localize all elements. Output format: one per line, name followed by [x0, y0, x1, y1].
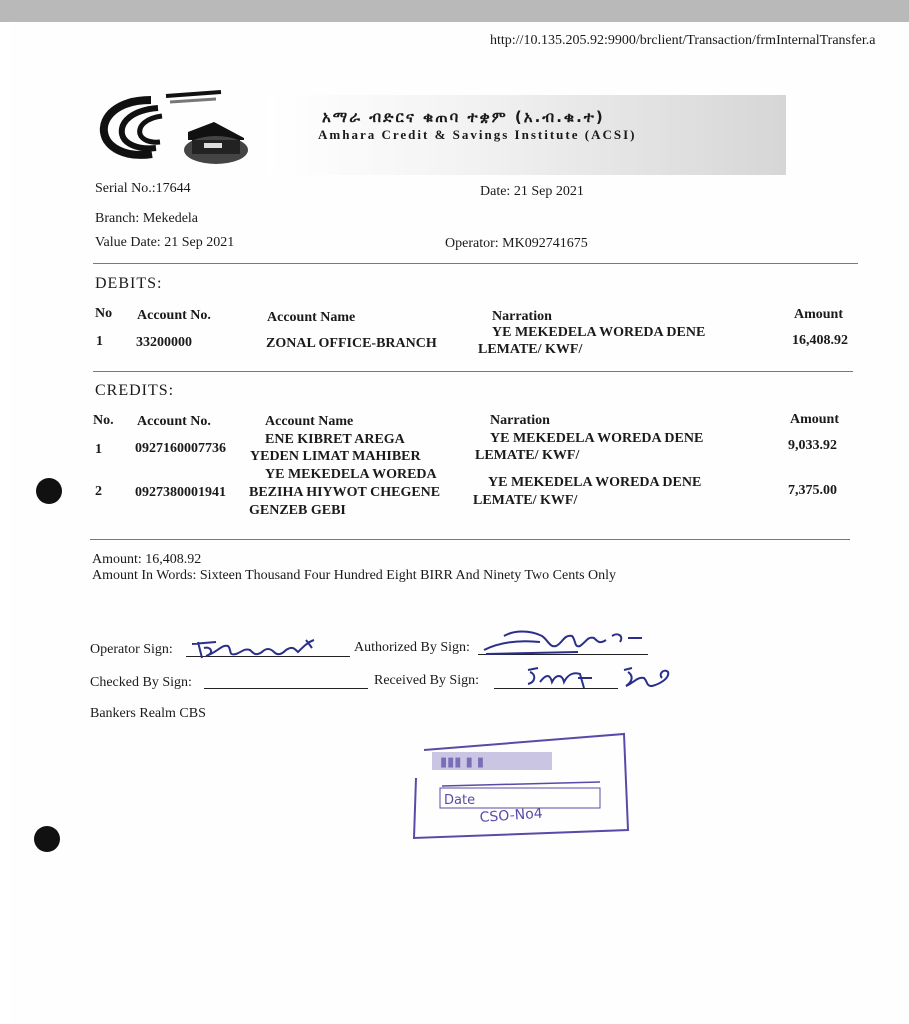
- cso-stamp-icon: [410, 730, 632, 842]
- debits-title: DEBITS:: [95, 275, 163, 292]
- checked-sign-line: [204, 688, 368, 689]
- rule-top: [93, 263, 858, 264]
- stamp-date-label: Date: [444, 793, 476, 808]
- debit-row-narration-line2: LEMATE/ KWF/: [478, 342, 583, 357]
- branch: Branch: Mekedela: [95, 211, 199, 226]
- credits-header-account-name: Account Name: [265, 414, 354, 429]
- operator-signature-icon: [188, 636, 338, 662]
- credit-row-1-narration-line2: LEMATE/ KWF/: [475, 448, 580, 463]
- debits-header-amount: Amount: [794, 307, 844, 322]
- credit-row-1-no: 1: [95, 442, 102, 457]
- authorized-sign-label: Authorized By Sign:: [354, 640, 470, 655]
- credit-row-1-account-name-line1: ENE KIBRET AREGA: [265, 432, 405, 447]
- debit-row-account-no: 33200000: [136, 335, 192, 350]
- credits-header-account-no: Account No.: [137, 414, 211, 429]
- received-sign-label: Received By Sign:: [374, 673, 479, 688]
- serial-number: Serial No.:17644: [95, 181, 191, 196]
- debit-row-no: 1: [96, 334, 103, 349]
- institution-amharic-name: አማራ ብድርና ቁጠባ ተቋም (አ.ብ.ቁ.ተ): [322, 108, 605, 126]
- punch-hole-upper: [36, 478, 62, 504]
- summary-amount: Amount: 16,408.92: [92, 552, 202, 567]
- authorized-signature-icon: [480, 622, 655, 658]
- credit-row-2-account-name-line3: GENZEB GEBI: [249, 503, 346, 518]
- debits-header-account-no: Account No.: [137, 308, 211, 323]
- credit-row-1-account-no: 0927160007736: [135, 441, 226, 456]
- stamp-code: CSO-No4: [479, 805, 544, 826]
- credits-header-no: No.: [93, 413, 114, 428]
- received-signature-icon: [520, 660, 690, 696]
- credit-row-1-account-name-line2: YEDEN LIMAT MAHIBER: [250, 449, 421, 464]
- transaction-date: Date: 21 Sep 2021: [480, 184, 584, 199]
- debits-header-no: No: [95, 306, 113, 321]
- rule-debits: [93, 371, 853, 372]
- credit-row-2-account-name-line2: BEZIHA HIYWOT CHEGENE: [249, 485, 441, 500]
- credit-row-2-amount: 7,375.00: [788, 483, 837, 498]
- page-url: http://10.135.205.92:9900/brclient/Transaction/frmInternalTransfer.a: [490, 33, 876, 48]
- credits-header-amount: Amount: [790, 412, 840, 427]
- operator-sign-label: Operator Sign:: [90, 642, 173, 657]
- punch-hole-lower: [34, 826, 60, 852]
- credit-row-1-narration-line1: YE MEKEDELA WOREDA DENE: [490, 431, 704, 446]
- debit-row-account-name: ZONAL OFFICE-BRANCH: [266, 336, 437, 351]
- footer-system-name: Bankers Realm CBS: [90, 706, 206, 721]
- svg-text:▮▮▮ ▮ ▮: ▮▮▮ ▮ ▮: [440, 755, 485, 770]
- credit-row-1-amount: 9,033.92: [788, 438, 837, 453]
- summary-amount-in-words: Amount In Words: Sixteen Thousand Four Hundred Eight BIRR And Ninety Two Cents Only: [92, 568, 617, 583]
- institution-english-name: Amhara Credit & Savings Institute (ACSI): [318, 127, 637, 142]
- debits-header-narration: Narration: [492, 309, 552, 324]
- credit-row-2-no: 2: [95, 484, 102, 499]
- credit-row-2-account-name-line1: YE MEKEDELA WOREDA: [265, 467, 437, 482]
- credit-row-2-narration-line1: YE MEKEDELA WOREDA DENE: [488, 475, 702, 490]
- scan-top-band: [0, 0, 909, 22]
- credit-row-2-account-no: 0927380001941: [135, 485, 226, 500]
- debit-row-narration-line1: YE MEKEDELA WOREDA DENE: [492, 325, 706, 340]
- rule-credits: [90, 539, 850, 540]
- checked-sign-label: Checked By Sign:: [90, 675, 192, 690]
- debits-header-account-name: Account Name: [267, 310, 356, 325]
- operator: Operator: MK092741675: [445, 236, 588, 251]
- value-date: Value Date: 21 Sep 2021: [95, 235, 235, 250]
- acsi-logo-icon: [96, 88, 256, 168]
- credits-title: CREDITS:: [95, 382, 175, 399]
- debit-row-amount: 16,408.92: [792, 333, 848, 348]
- credits-header-narration: Narration: [490, 413, 550, 428]
- credit-row-2-narration-line2: LEMATE/ KWF/: [473, 493, 578, 508]
